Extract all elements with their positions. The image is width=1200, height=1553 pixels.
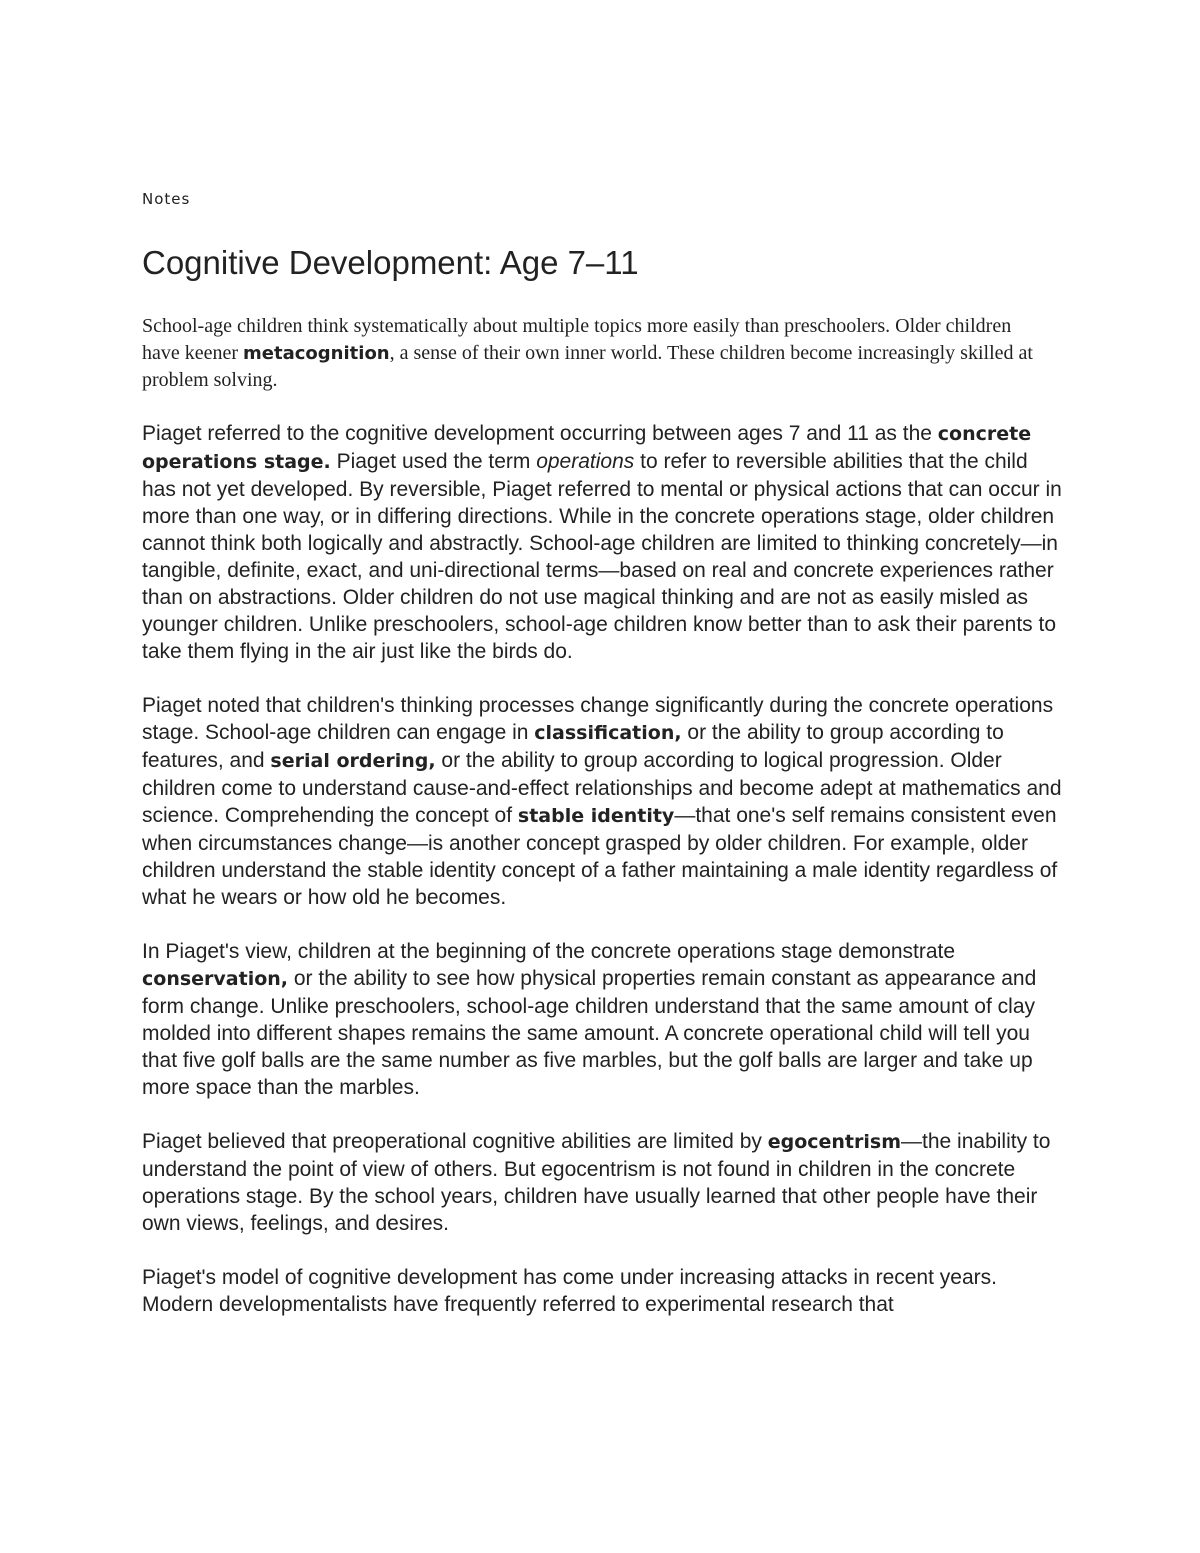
paragraph-conservation <box>142 938 1062 1101</box>
p2-text-1: Piaget noted that children's thinking processes change significantly during the concrete operations stage. School-age children can engage in <box>142 694 1054 744</box>
term-conservation: conservation, <box>142 968 289 990</box>
intro-paragraph <box>142 313 1042 394</box>
p3-text-2: or the ability to see how physical properties remain constant as appearance and form change. Unlike preschoolers, school-age children understand that the same amount of clay molded into different shapes remains the same amount. A concrete operational child will tell you that five golf balls are the same number as five marbles, but the golf balls are larger and take up more space than the marbles. <box>142 967 1037 1099</box>
paragraph-classification <box>142 692 1062 911</box>
paragraph-criticism <box>142 1264 1062 1318</box>
term-concrete-operations-stage: concrete operations stage. <box>142 423 1032 473</box>
term-stable-identity: stable identity <box>517 805 675 827</box>
paragraph-concrete-operations <box>142 420 1062 665</box>
p1-text-2: Piaget used the term <box>330 450 537 473</box>
intro-text-1: School-age children think systematically about multiple topics more easily than preschoolers. Older children have keener <box>142 315 1012 364</box>
paragraph-egocentrism <box>142 1128 1062 1237</box>
p3-text-1: In Piaget's view, children at the beginning of the concrete operations stage demonstrate <box>142 940 956 963</box>
term-metacognition: metacognition <box>243 343 390 364</box>
term-classification: classification, <box>534 722 682 744</box>
body-text <box>142 420 1062 1345</box>
p4-text-2: —the inability to understand the point of view of others. But egocentrism is not found in children in the concrete operations stage. By the school years, children have usually learned that other people have their own views, feelings, and desires. <box>142 1130 1051 1235</box>
p2-text-4: —that one's self remains consistent even when circumstances change—is another concept grasped by older children. For example, older children understand the stable identity concept of a father maintaining a male identity regardless of what he wears or how old he becomes. <box>142 804 1058 909</box>
p2-text-2: or the ability to group according to features, and <box>142 721 1004 772</box>
p1-text-3: to refer to reversible abilities that the child has not yet developed. By reversible, Piaget referred to mental or physical actions that can occur in more than one way, or in differing directions. While in the concrete operations stage, older children cannot think both logically and abstractly. School-age children are limited to thinking concretely—in tangible, definite, exact, and uni-directional terms—based on real and concrete experiences rather than on abstractions. Older children do not use magical thinking and are not as easily misled as younger children. Unlike preschoolers, school-age children know better than to ask their parents to take them flying in the air just like the birds do. <box>142 450 1062 663</box>
p2-text-3: or the ability to group according to logical progression. Older children come to understand cause-and-effect relationships and become adept at mathematics and science. Comprehending the concept of <box>142 749 1062 827</box>
notes-label: Notes <box>142 190 191 208</box>
p4-text-1: Piaget believed that preoperational cognitive abilities are limited by <box>142 1130 768 1153</box>
p1-text-1: Piaget referred to the cognitive development occurring between ages 7 and 11 as the <box>142 422 938 445</box>
document-title: Cognitive Development: Age 7–11 <box>142 244 639 281</box>
p5-text-1: Piaget's model of cognitive development has come under increasing attacks in recent years. Modern developmentalists have frequently referred to experimental research that <box>142 1266 997 1316</box>
term-egocentrism: egocentrism <box>767 1131 902 1153</box>
term-serial-ordering: serial ordering, <box>270 750 436 772</box>
term-operations: operations <box>536 450 635 473</box>
intro-text-2: , a sense of their own inner world. These children become increasingly skilled at problem solving. <box>142 342 1033 391</box>
